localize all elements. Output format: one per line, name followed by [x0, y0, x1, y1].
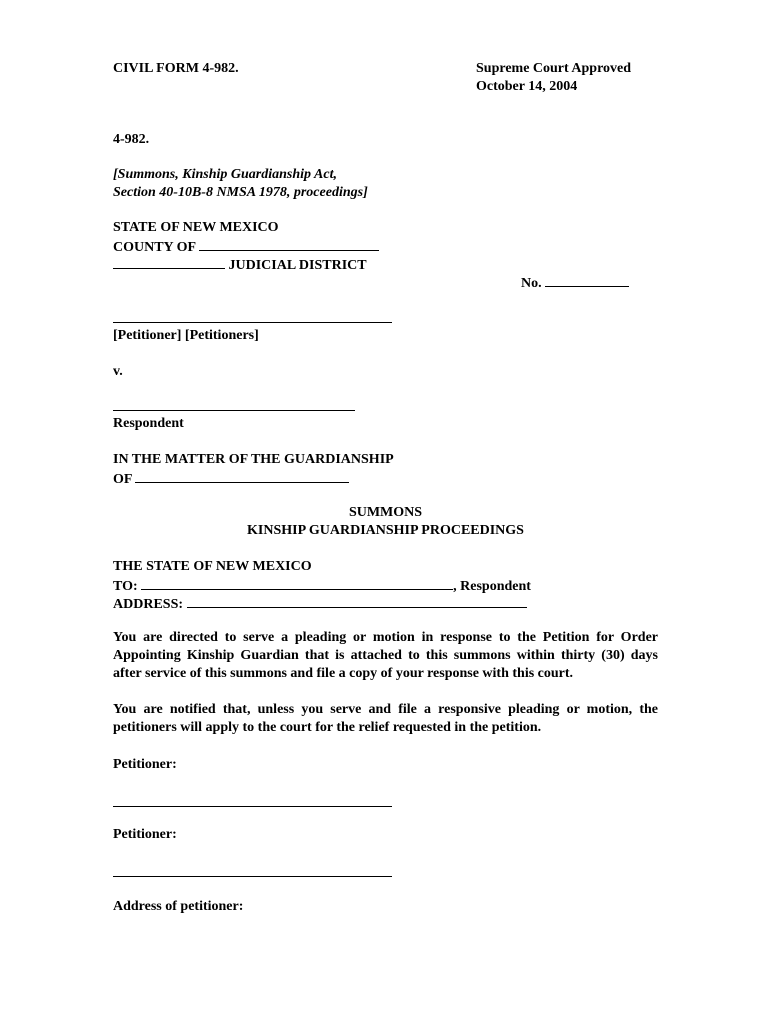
- matter-of-row: [113, 469, 349, 489]
- district-row: [113, 255, 367, 275]
- addressee-state: THE STATE OF NEW MEXICO: [113, 559, 312, 574]
- caption-line-1: [Summons, Kinship Guardianship Act,: [113, 167, 337, 182]
- address-label: ADDRESS:: [113, 597, 184, 612]
- respondent-suffix: , Respondent: [453, 579, 531, 594]
- petitioner-2-label: Petitioner:: [113, 827, 177, 842]
- petitioner-2-signature-line[interactable]: [113, 876, 392, 877]
- matter-of-label: OF: [113, 472, 132, 487]
- ward-name-blank[interactable]: [135, 469, 349, 483]
- petitioner-1-signature-line[interactable]: [113, 806, 392, 807]
- district-label: JUDICIAL DISTRICT: [228, 258, 367, 273]
- respondent-to-blank[interactable]: [141, 576, 453, 590]
- petitioner-label: [Petitioner] [Petitioners]: [113, 328, 259, 343]
- summons-subtitle: KINSHIP GUARDIANSHIP PROCEEDINGS: [247, 523, 524, 538]
- form-number: 4-982.: [113, 132, 150, 147]
- petitioner-name-line[interactable]: [113, 322, 392, 323]
- caption-line-2: Section 40-10B-8 NMSA 1978, proceedings]: [113, 185, 368, 200]
- respondent-address-blank[interactable]: [187, 594, 527, 608]
- petitioner-address-label: Address of petitioner:: [113, 899, 244, 914]
- directive-paragraph: You are directed to serve a pleading or motion in response to the Petition for Order Appointing Kinship Guardian that is attached to this summons within thirty (30) days after service of this summons and file a copy of your response with this court.: [113, 630, 658, 681]
- to-row: [113, 576, 531, 596]
- approval-date: October 14, 2004: [476, 79, 578, 94]
- matter-line-1: IN THE MATTER OF THE GUARDIANSHIP: [113, 452, 394, 467]
- summons-title: SUMMONS: [348, 505, 423, 520]
- address-row: [113, 594, 527, 614]
- form-id: CIVIL FORM 4-982.: [113, 61, 239, 76]
- respondent-label: Respondent: [113, 416, 184, 431]
- case-number-blank[interactable]: [545, 273, 629, 287]
- approval-line-1: Supreme Court Approved: [476, 61, 632, 76]
- to-label: TO:: [113, 579, 138, 594]
- case-number-label: No.: [521, 276, 542, 291]
- district-blank[interactable]: [113, 255, 225, 269]
- county-label: COUNTY OF: [113, 240, 196, 255]
- respondent-name-line[interactable]: [113, 410, 355, 411]
- county-row: [113, 237, 379, 257]
- county-blank[interactable]: [199, 237, 379, 251]
- petitioner-1-label: Petitioner:: [113, 757, 177, 772]
- versus: v.: [113, 364, 123, 379]
- case-number-row: [521, 273, 629, 293]
- notice-paragraph: You are notified that, unless you serve and file a responsive pleading or motion, the petitioners will apply to the court for the relief requested in the petition.: [113, 702, 658, 735]
- court-state: STATE OF NEW MEXICO: [113, 220, 279, 235]
